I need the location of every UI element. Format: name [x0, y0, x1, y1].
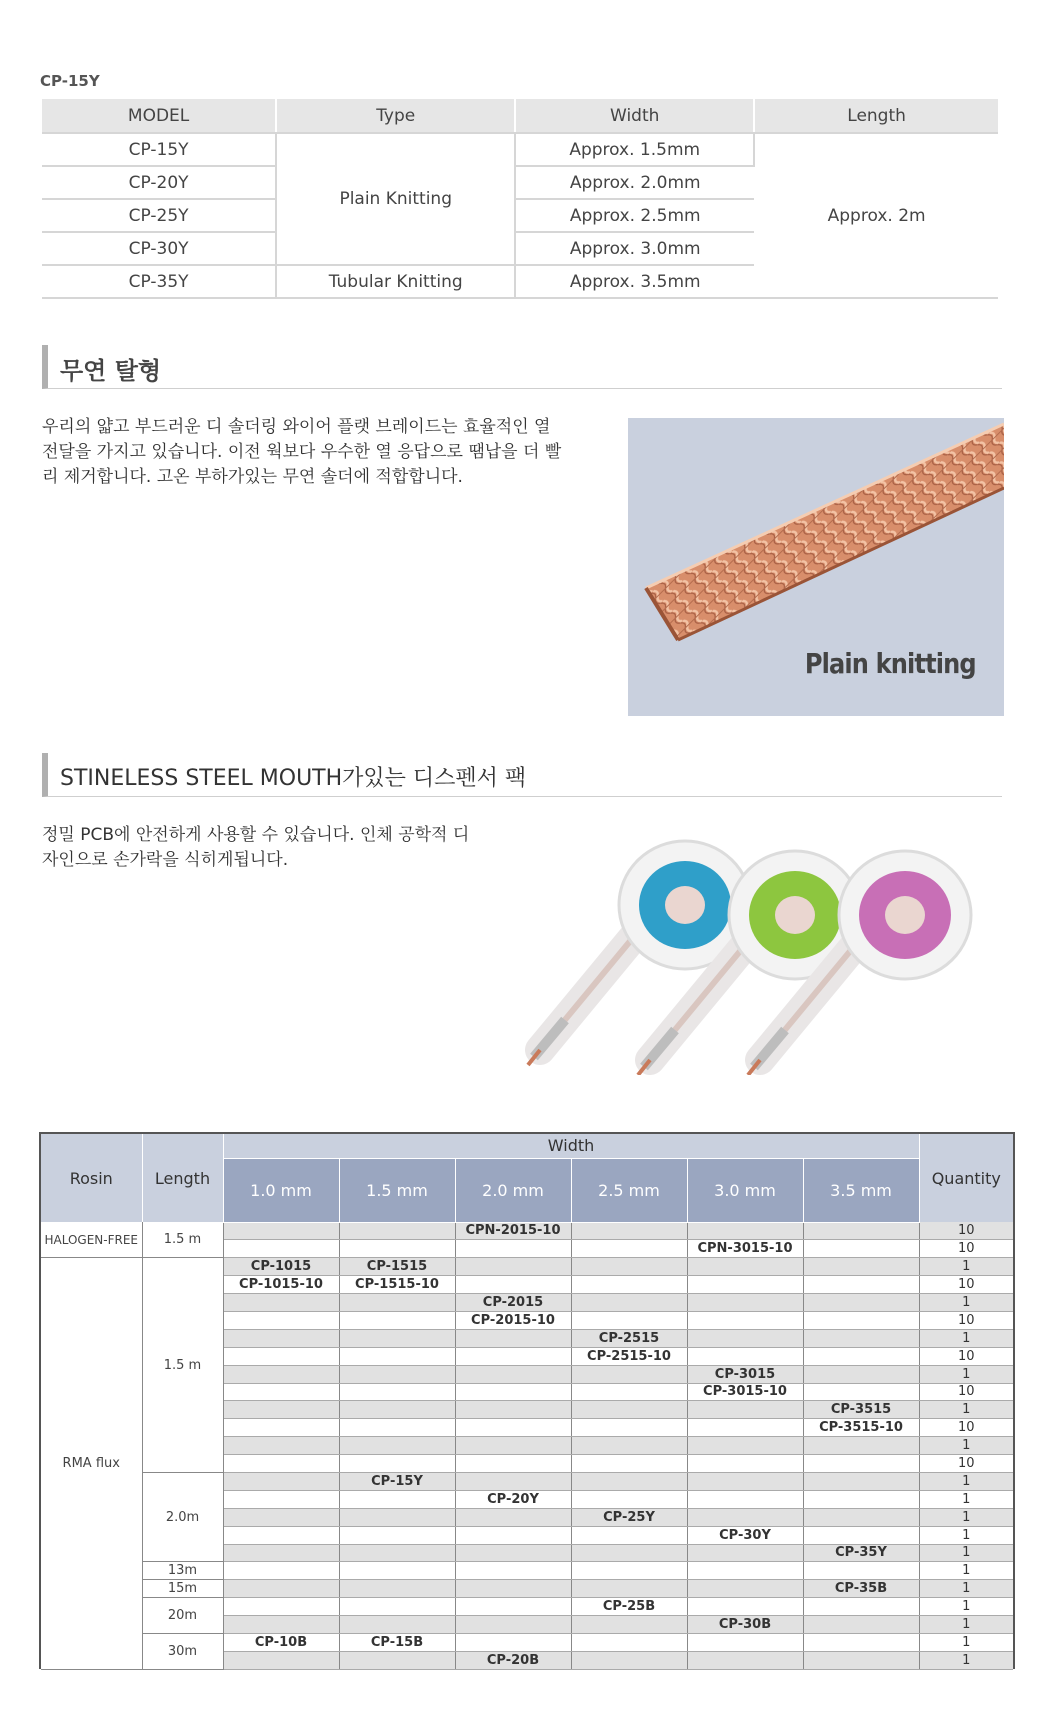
width-col: 3.5 mm [803, 1158, 919, 1222]
length-cell: 13m [142, 1562, 223, 1580]
quantity-cell: 1 [919, 1401, 1013, 1419]
length-cell: 20m [142, 1598, 223, 1634]
part-number-cell: CP-15B [339, 1633, 455, 1651]
product-row [41, 1580, 1013, 1598]
part-number-cell [687, 1258, 803, 1276]
part-number-cell [803, 1437, 919, 1455]
part-number-cell: CP-3515-10 [803, 1419, 919, 1437]
part-number-cell [571, 1401, 687, 1419]
part-number-cell [571, 1580, 687, 1598]
product-row [41, 1562, 1013, 1580]
spec-type-plain: Plain Knitting [276, 133, 515, 265]
spec-width: Approx. 3.0mm [515, 232, 754, 265]
part-number-cell [687, 1455, 803, 1473]
width-col: 2.0 mm [455, 1158, 571, 1222]
part-number-cell [223, 1240, 339, 1258]
part-number-cell: CP-10B [223, 1633, 339, 1651]
quantity-cell: 1 [919, 1508, 1013, 1526]
quantity-cell: 1 [919, 1472, 1013, 1490]
header-width: Width [223, 1134, 919, 1158]
spec-width: Approx. 1.5mm [515, 133, 754, 166]
part-number-cell [223, 1222, 339, 1240]
part-number-cell [455, 1240, 571, 1258]
part-number-cell [223, 1455, 339, 1473]
part-number-cell [223, 1383, 339, 1401]
dispenser-pack-image [520, 835, 1010, 1075]
part-number-cell [223, 1651, 339, 1669]
part-number-cell [803, 1240, 919, 1258]
spec-header-type: Type [276, 99, 515, 133]
part-number-cell [803, 1651, 919, 1669]
product-row [41, 1598, 1013, 1616]
part-number-cell [571, 1472, 687, 1490]
length-cell: 30m [142, 1633, 223, 1669]
header-rosin: Rosin [41, 1134, 142, 1222]
part-number-cell [339, 1329, 455, 1347]
quantity-cell: 1 [919, 1490, 1013, 1508]
quantity-cell: 10 [919, 1347, 1013, 1365]
part-number-cell [223, 1598, 339, 1616]
part-number-cell [571, 1437, 687, 1455]
part-number-cell [571, 1633, 687, 1651]
part-number-cell [803, 1222, 919, 1240]
product-row [41, 1472, 1013, 1490]
part-number-cell: CP-1515-10 [339, 1276, 455, 1294]
part-number-cell [223, 1311, 339, 1329]
quantity-cell: 1 [919, 1651, 1013, 1669]
part-number-cell: CP-20Y [455, 1490, 571, 1508]
part-number-cell [339, 1383, 455, 1401]
quantity-cell: 10 [919, 1455, 1013, 1473]
section1-description [42, 415, 561, 490]
header-quantity: Quantity [919, 1134, 1013, 1222]
product-row [41, 1258, 1013, 1276]
part-number-cell [223, 1544, 339, 1562]
part-number-cell: CP-3515 [803, 1401, 919, 1419]
quantity-cell: 1 [919, 1329, 1013, 1347]
quantity-cell: 1 [919, 1258, 1013, 1276]
quantity-cell: 10 [919, 1311, 1013, 1329]
part-number-cell: CP-25B [571, 1598, 687, 1616]
part-number-cell: CP-30Y [687, 1526, 803, 1544]
part-number-cell [803, 1490, 919, 1508]
part-number-cell [687, 1311, 803, 1329]
product-table-wrapper [39, 1132, 1015, 1669]
part-number-cell [223, 1347, 339, 1365]
part-number-cell [687, 1437, 803, 1455]
part-number-cell [455, 1401, 571, 1419]
product-header-row [41, 1134, 1013, 1158]
spec-header-model: MODEL [42, 99, 276, 133]
part-number-cell [571, 1526, 687, 1544]
length-cell: 15m [142, 1580, 223, 1598]
part-number-cell [803, 1383, 919, 1401]
quantity-cell: 1 [919, 1580, 1013, 1598]
part-number-cell [455, 1472, 571, 1490]
part-number-cell [339, 1347, 455, 1365]
part-number-cell [223, 1490, 339, 1508]
part-number-cell [571, 1490, 687, 1508]
part-number-cell [339, 1401, 455, 1419]
part-number-cell [223, 1329, 339, 1347]
quantity-cell: 10 [919, 1276, 1013, 1294]
part-number-cell [223, 1616, 339, 1634]
width-col: 3.0 mm [687, 1158, 803, 1222]
quantity-cell: 1 [919, 1616, 1013, 1634]
part-number-cell [803, 1258, 919, 1276]
part-number-cell [223, 1401, 339, 1419]
part-number-cell: CP-2515 [571, 1329, 687, 1347]
desc-line: 자인으로 손가락을 식히게됩니다. [42, 850, 289, 870]
section-heading-dispenser [42, 753, 1002, 797]
section2-description [42, 823, 469, 873]
part-number-cell [571, 1383, 687, 1401]
spec-header-length: Length [754, 99, 998, 133]
part-number-cell [571, 1276, 687, 1294]
rosin-cell: HALOGEN-FREE [41, 1222, 142, 1258]
section-heading-lead-free [42, 345, 1002, 389]
part-number-cell [339, 1598, 455, 1616]
quantity-cell: 1 [919, 1294, 1013, 1312]
part-number-cell [687, 1401, 803, 1419]
part-number-cell [339, 1616, 455, 1634]
part-number-cell [455, 1616, 571, 1634]
part-number-cell [571, 1222, 687, 1240]
part-number-cell: CP-1015-10 [223, 1276, 339, 1294]
part-number-cell [687, 1329, 803, 1347]
part-number-cell [571, 1651, 687, 1669]
part-number-cell [803, 1294, 919, 1312]
part-number-cell [339, 1437, 455, 1455]
quantity-cell: 1 [919, 1562, 1013, 1580]
part-number-cell [687, 1294, 803, 1312]
spec-table [42, 99, 998, 299]
quantity-cell: 1 [919, 1598, 1013, 1616]
part-number-cell [571, 1544, 687, 1562]
part-number-cell [455, 1437, 571, 1455]
part-number-cell [687, 1598, 803, 1616]
part-number-cell: CP-2015 [455, 1294, 571, 1312]
spec-model: CP-20Y [42, 166, 276, 199]
desc-line: 정밀 PCB에 안전하게 사용할 수 있습니다. 인체 공학적 디 [42, 825, 470, 845]
part-number-cell [223, 1419, 339, 1437]
part-number-cell [455, 1633, 571, 1651]
part-number-cell [455, 1598, 571, 1616]
part-number-cell [803, 1329, 919, 1347]
part-number-cell: CP-3015 [687, 1365, 803, 1383]
part-number-cell [803, 1347, 919, 1365]
product-table [41, 1134, 1013, 1670]
part-number-cell [571, 1455, 687, 1473]
quantity-cell: 10 [919, 1222, 1013, 1240]
part-number-cell [803, 1472, 919, 1490]
part-number-cell [455, 1419, 571, 1437]
section-title: 무연 탈형 [60, 357, 162, 385]
part-number-cell [223, 1365, 339, 1383]
part-number-cell [339, 1294, 455, 1312]
part-number-cell [803, 1276, 919, 1294]
quantity-cell: 10 [919, 1419, 1013, 1437]
part-number-cell [803, 1365, 919, 1383]
width-col: 2.5 mm [571, 1158, 687, 1222]
model-tag: CP-15Y [40, 72, 100, 90]
quantity-cell: 1 [919, 1633, 1013, 1651]
part-number-cell [687, 1222, 803, 1240]
part-number-cell: CP-3015-10 [687, 1383, 803, 1401]
part-number-cell [571, 1365, 687, 1383]
part-number-cell [687, 1544, 803, 1562]
part-number-cell [223, 1472, 339, 1490]
part-number-cell [223, 1508, 339, 1526]
rosin-cell: RMA flux [41, 1258, 142, 1669]
part-number-cell [339, 1651, 455, 1669]
part-number-cell [339, 1490, 455, 1508]
length-cell: 1.5 m [142, 1222, 223, 1258]
length-cell: 2.0m [142, 1472, 223, 1561]
part-number-cell: CPN-2015-10 [455, 1222, 571, 1240]
part-number-cell [571, 1562, 687, 1580]
part-number-cell [339, 1526, 455, 1544]
part-number-cell [571, 1240, 687, 1258]
product-table-body [41, 1222, 1013, 1669]
part-number-cell [571, 1258, 687, 1276]
header-length: Length [142, 1134, 223, 1222]
part-number-cell [223, 1437, 339, 1455]
part-number-cell [571, 1311, 687, 1329]
part-number-cell [687, 1347, 803, 1365]
part-number-cell [687, 1276, 803, 1294]
part-number-cell [339, 1508, 455, 1526]
part-number-cell [455, 1365, 571, 1383]
spec-header-row [42, 99, 998, 133]
product-row [41, 1633, 1013, 1651]
part-number-cell: CP-2015-10 [455, 1311, 571, 1329]
dispenser-blue [528, 841, 751, 1065]
spec-width: Approx. 3.5mm [515, 265, 754, 298]
part-number-cell: CP-20B [455, 1651, 571, 1669]
spec-width: Approx. 2.0mm [515, 166, 754, 199]
part-number-cell [339, 1419, 455, 1437]
part-number-cell [339, 1311, 455, 1329]
part-number-cell [803, 1526, 919, 1544]
part-number-cell [455, 1276, 571, 1294]
desc-line: 전달을 가지고 있습니다. 이전 웍보다 우수한 열 응답으로 땜납을 더 빨 [42, 442, 562, 462]
part-number-cell [339, 1580, 455, 1598]
part-number-cell [339, 1222, 455, 1240]
part-number-cell: CP-35Y [803, 1544, 919, 1562]
product-row [41, 1222, 1013, 1240]
spec-length: Approx. 2m [754, 133, 998, 298]
spec-row [42, 133, 998, 166]
part-number-cell [803, 1455, 919, 1473]
braid-label: Plain knitting [805, 647, 976, 680]
part-number-cell [455, 1508, 571, 1526]
part-number-cell [687, 1419, 803, 1437]
part-number-cell [455, 1258, 571, 1276]
part-number-cell [339, 1365, 455, 1383]
part-number-cell: CP-25Y [571, 1508, 687, 1526]
part-number-cell: CP-1015 [223, 1258, 339, 1276]
part-number-cell [455, 1526, 571, 1544]
part-number-cell [339, 1544, 455, 1562]
part-number-cell: CP-30B [687, 1616, 803, 1634]
part-number-cell [687, 1562, 803, 1580]
part-number-cell [455, 1347, 571, 1365]
part-number-cell [803, 1562, 919, 1580]
part-number-cell [339, 1240, 455, 1258]
spec-width: Approx. 2.5mm [515, 199, 754, 232]
part-number-cell [687, 1508, 803, 1526]
desc-line: 우리의 얇고 부드러운 디 솔더링 와이어 플랫 브레이드는 효율적인 열 [42, 417, 551, 437]
part-number-cell [571, 1294, 687, 1312]
spec-model: CP-30Y [42, 232, 276, 265]
part-number-cell [339, 1455, 455, 1473]
part-number-cell [455, 1562, 571, 1580]
quantity-cell: 10 [919, 1240, 1013, 1258]
spec-type-tubular: Tubular Knitting [276, 265, 515, 298]
part-number-cell [455, 1455, 571, 1473]
width-col: 1.0 mm [223, 1158, 339, 1222]
quantity-cell: 1 [919, 1437, 1013, 1455]
part-number-cell [339, 1562, 455, 1580]
spec-header-width: Width [515, 99, 754, 133]
part-number-cell [803, 1311, 919, 1329]
section-title: STINELESS STEEL MOUTH가있는 디스펜서 팩 [60, 766, 527, 791]
part-number-cell [687, 1651, 803, 1669]
quantity-cell: 1 [919, 1544, 1013, 1562]
spec-model: CP-25Y [42, 199, 276, 232]
part-number-cell [803, 1598, 919, 1616]
part-number-cell: CP-1515 [339, 1258, 455, 1276]
spec-model: CP-15Y [42, 133, 276, 166]
quantity-cell: 1 [919, 1526, 1013, 1544]
part-number-cell [223, 1580, 339, 1598]
part-number-cell [803, 1508, 919, 1526]
part-number-cell [803, 1633, 919, 1651]
part-number-cell [455, 1580, 571, 1598]
part-number-cell [223, 1562, 339, 1580]
length-cell: 1.5 m [142, 1258, 223, 1473]
part-number-cell [571, 1419, 687, 1437]
part-number-cell [687, 1472, 803, 1490]
part-number-cell [455, 1383, 571, 1401]
part-number-cell [687, 1580, 803, 1598]
part-number-cell: CP-35B [803, 1580, 919, 1598]
part-number-cell [455, 1544, 571, 1562]
part-number-cell [687, 1633, 803, 1651]
braid-photo [628, 418, 1004, 716]
quantity-cell: 1 [919, 1365, 1013, 1383]
desc-line: 리 제거합니다. 고온 부하가있는 무연 솔더에 적합합니다. [42, 467, 463, 487]
part-number-cell [687, 1490, 803, 1508]
part-number-cell: CPN-3015-10 [687, 1240, 803, 1258]
part-number-cell [455, 1329, 571, 1347]
spec-model: CP-35Y [42, 265, 276, 298]
quantity-cell: 10 [919, 1383, 1013, 1401]
dispenser-illustration [520, 835, 1010, 1075]
part-number-cell [803, 1616, 919, 1634]
part-number-cell [223, 1526, 339, 1544]
part-number-cell: CP-15Y [339, 1472, 455, 1490]
part-number-cell [223, 1294, 339, 1312]
part-number-cell [571, 1616, 687, 1634]
width-col: 1.5 mm [339, 1158, 455, 1222]
part-number-cell: CP-2515-10 [571, 1347, 687, 1365]
